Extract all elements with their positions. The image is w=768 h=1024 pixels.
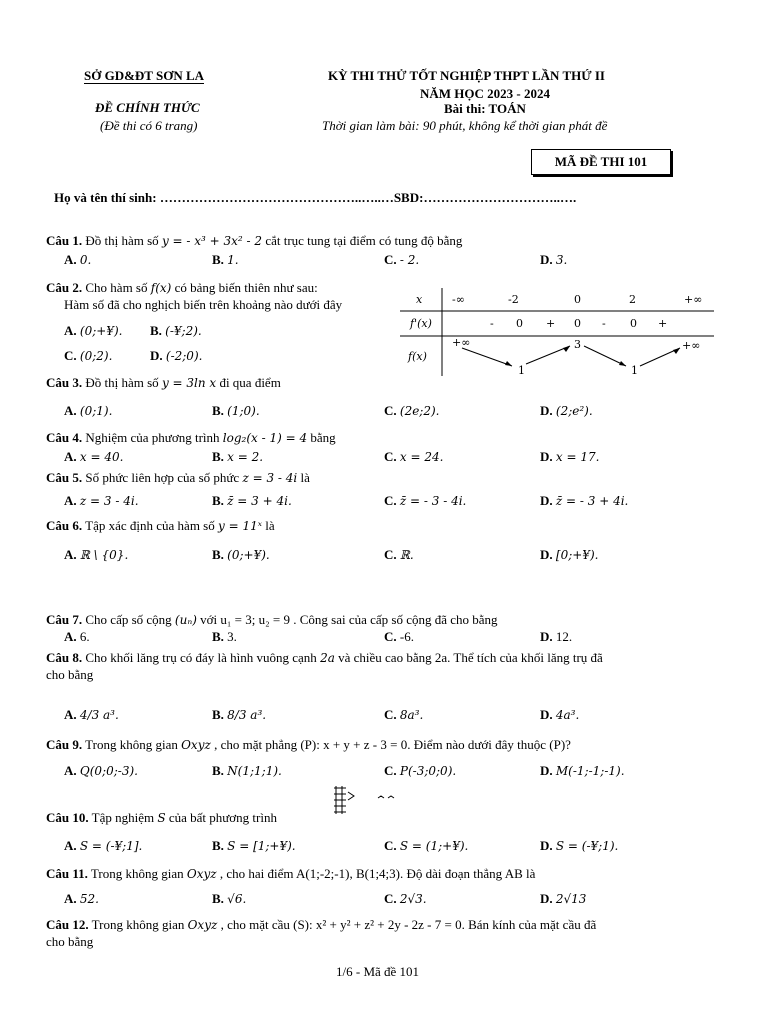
q10-option-b[interactable]: B. S = [1;+¥). xyxy=(212,838,296,853)
q4-option-c[interactable]: C. x = 24. xyxy=(384,449,444,464)
official-label: ĐỀ CHÍNH THỨC xyxy=(95,100,200,115)
vt-x-4: +∞ xyxy=(684,293,703,306)
vt-f-label: f(x) xyxy=(408,350,427,363)
q9-option-c[interactable]: C. P(-3;0;0). xyxy=(384,763,457,778)
question-9: Câu 9. Trong không gian Oxyz , cho mặt phẳng (P): x + y + z - 3 = 0. Điểm nào dưới đây thuộc (P)? xyxy=(46,737,571,752)
q3-option-d[interactable]: D. (2;e²). xyxy=(540,403,593,418)
question-2: Câu 2. Cho hàm số f(x) có bảng biến thiên như sau: xyxy=(46,280,318,295)
department-name: SỞ GD&ĐT SƠN LA xyxy=(84,68,205,83)
vt-sign-5: 0 xyxy=(630,317,637,330)
question-4: Câu 4. Nghiệm của phương trình log₂(x - 1) = 4 bằng xyxy=(46,430,336,445)
question-8-line2: cho bằng xyxy=(46,667,94,682)
q2-option-c[interactable]: C. (0;2). xyxy=(64,348,113,363)
q2-option-d[interactable]: D. (-2;0). xyxy=(150,348,203,363)
question-12-line2: cho bằng xyxy=(46,934,94,949)
q9-option-b[interactable]: B. N(1;1;1). xyxy=(212,763,282,778)
q7-option-a[interactable]: A. 6. xyxy=(64,629,90,644)
q8-option-a[interactable]: A. 4/3 a³. xyxy=(64,707,119,722)
q8-option-b[interactable]: B. 8/3 a³. xyxy=(212,707,267,722)
q10-option-c[interactable]: C. S = (1;+¥). xyxy=(384,838,469,853)
vt-sign-2: + xyxy=(546,317,556,330)
q9-option-a[interactable]: A. Q(0;0;-3). xyxy=(64,763,138,778)
q11-option-a[interactable]: A. 52. xyxy=(64,891,99,906)
question-11: Câu 11. Trong không gian Oxyz , cho hai điểm A(1;-2;-1), B(1;4;3). Độ dài đoạn thẳng AB là xyxy=(46,866,536,881)
q11-option-b[interactable]: B. √6. xyxy=(212,891,247,906)
vt-x-3: 2 xyxy=(629,293,636,306)
q7-option-d[interactable]: D. 12. xyxy=(540,629,573,644)
question-2-line2: Hàm số đã cho nghịch biến trên khoảng nào dưới đây xyxy=(64,297,343,312)
q5-option-a[interactable]: A. z = 3 - 4i. xyxy=(64,493,139,508)
vt-x-2: 0 xyxy=(574,293,581,306)
q11-option-c[interactable]: C. 2√3. xyxy=(384,891,427,906)
page-count: (Đề thi có 6 trang) xyxy=(100,118,198,133)
candidate-line: Họ và tên thí sinh: ………………………………………..…..…SBD:…………………………..…. xyxy=(54,190,577,205)
q6-option-d[interactable]: D. [0;+¥). xyxy=(540,547,599,562)
q8-option-c[interactable]: C. 8a³. xyxy=(384,707,424,722)
q3-option-b[interactable]: B. (1;0). xyxy=(212,403,260,418)
vt-f-1: 1 xyxy=(518,364,525,377)
exam-code-box: MÃ ĐỀ THI 101 xyxy=(531,149,671,175)
q6-option-a[interactable]: A. ℝ \ {0}. xyxy=(64,547,129,562)
q1-option-b[interactable]: B. 1. xyxy=(212,252,239,267)
q3-option-c[interactable]: C. (2e;2). xyxy=(384,403,440,418)
q8-option-d[interactable]: D. 4a³. xyxy=(540,707,580,722)
q2-option-a[interactable]: A. (0;+¥). xyxy=(64,323,123,338)
vt-f-2: 3 xyxy=(574,338,581,351)
q4-option-b[interactable]: B. x = 2. xyxy=(212,449,264,464)
q10-garbled-inequality-icon xyxy=(332,784,402,826)
vt-sign-4: - xyxy=(602,317,606,330)
q10-option-a[interactable]: A. S = (-¥;1]. xyxy=(64,838,143,853)
q11-option-d[interactable]: D. 2√13 xyxy=(540,891,587,906)
q6-option-b[interactable]: B. (0;+¥). xyxy=(212,547,270,562)
exam-title: KỲ THI THỬ TỐT NGHIỆP THPT LẦN THỨ II xyxy=(328,68,605,83)
q3-option-a[interactable]: A. (0;1). xyxy=(64,403,113,418)
question-1: Câu 1. Đồ thị hàm số y = - x³ + 3x² - 2 cắt trục tung tại điểm có tung độ bằng xyxy=(46,233,463,248)
vt-fp-label: f'(x) xyxy=(410,317,432,330)
q7-option-b[interactable]: B. 3. xyxy=(212,629,237,644)
question-7: Câu 7. Cho cấp số cộng (uₙ) với u₁ = 3; u₂ = 9 . Công sai của cấp số cộng đã cho bằng xyxy=(46,612,498,627)
q6-option-c[interactable]: C. ℝ. xyxy=(384,547,414,562)
vt-f-3: 1 xyxy=(631,364,638,377)
vt-f-0: +∞ xyxy=(452,336,471,349)
vt-sign-1: 0 xyxy=(516,317,523,330)
question-8: Câu 8. Cho khối lăng trụ có đáy là hình vuông cạnh 2a và chiều cao bằng 2a. Thể tích của khối lăng trụ đã xyxy=(46,650,603,665)
time-limit: Thời gian làm bài: 90 phút, không kể thời gian phát đề xyxy=(322,118,608,133)
q2-option-b[interactable]: B. (-¥;2). xyxy=(150,323,202,338)
q5-option-b[interactable]: B. z̄ = 3 + 4i. xyxy=(212,493,292,508)
school-year: NĂM HỌC 2023 - 2024 xyxy=(420,86,550,101)
variation-table xyxy=(400,286,718,378)
vt-x-1: -2 xyxy=(508,293,519,306)
vt-sign-0: - xyxy=(490,317,494,330)
q4-option-a[interactable]: A. x = 40. xyxy=(64,449,124,464)
q1-option-a[interactable]: A. 0. xyxy=(64,252,92,267)
question-10: Câu 10. Tập nghiệm S của bất phương trình xyxy=(46,810,277,825)
subject: Bài thi: TOÁN xyxy=(444,101,526,116)
question-12: Câu 12. Trong không gian Oxyz , cho mặt cầu (S): x² + y² + z² + 2y - 2z - 7 = 0. Bán kính của mặt cầu đã xyxy=(46,917,597,932)
q5-option-d[interactable]: D. z̄ = - 3 + 4i. xyxy=(540,493,629,508)
q5-option-c[interactable]: C. z̄ = - 3 - 4i. xyxy=(384,493,467,508)
q9-option-d[interactable]: D. M(-1;-1;-1). xyxy=(540,763,625,778)
vt-f-4: +∞ xyxy=(682,339,701,352)
q7-option-c[interactable]: C. -6. xyxy=(384,629,414,644)
question-3: Câu 3. Đồ thị hàm số y = 3ln x đi qua điểm xyxy=(46,375,281,390)
vt-sign-6: + xyxy=(658,317,668,330)
question-5: Câu 5. Số phức liên hợp của số phức z = 3 - 4i là xyxy=(46,470,310,485)
q10-option-d[interactable]: D. S = (-¥;1). xyxy=(540,838,619,853)
q1-option-d[interactable]: D. 3. xyxy=(540,252,568,267)
vt-x-0: -∞ xyxy=(452,293,465,306)
vt-x-label: x xyxy=(416,293,423,306)
q1-option-c[interactable]: C. - 2. xyxy=(384,252,420,267)
question-6: Câu 6. Tập xác định của hàm số y = 11ˣ là xyxy=(46,518,275,533)
q4-option-d[interactable]: D. x = 17. xyxy=(540,449,600,464)
vt-sign-3: 0 xyxy=(574,317,581,330)
page-footer: 1/6 - Mã đề 101 xyxy=(336,964,420,979)
